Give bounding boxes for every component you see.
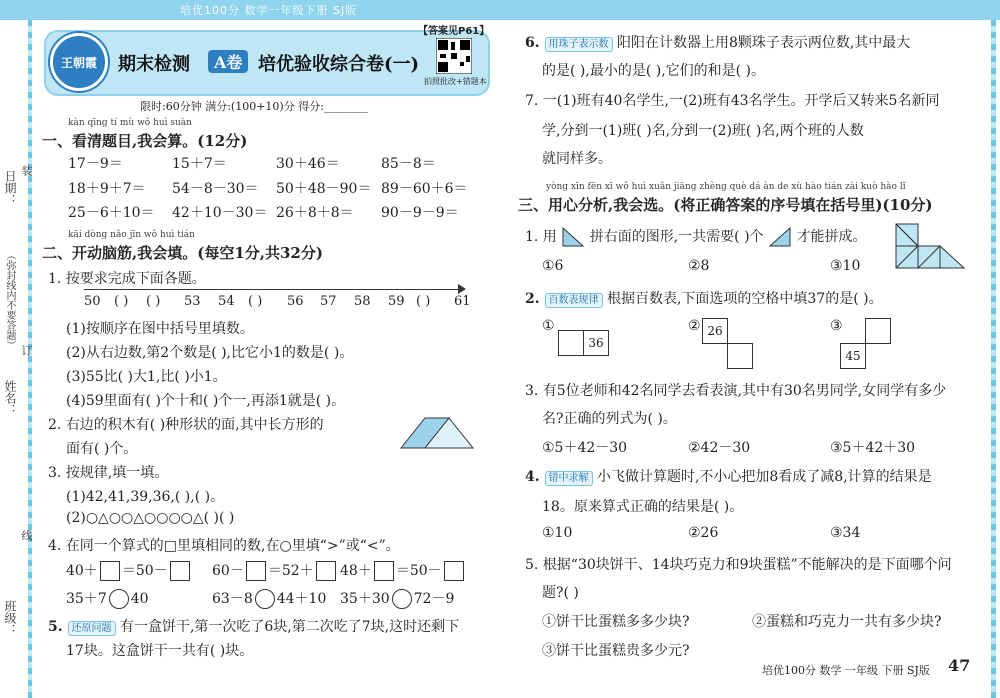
s2-q3: 3. 按规律,填一填。 [48, 465, 169, 481]
calc-3-1: 25－6＋10＝ [68, 205, 155, 221]
s2-pinyin: kāi dòng nǎo jīn wǒ huì tián [68, 230, 195, 240]
q7-a: 7. 一(1)班有40名学生,一(2)班有43名学生。开学后又转来5名新同 [525, 93, 940, 109]
ruler-tick: 50 [84, 294, 101, 309]
r3-opt2: ②42－30 [688, 440, 751, 456]
s3-pinyin: yòng xīn fēn xī wǒ huì xuǎn jiāng zhèng què dá àn de xù hào tián zài kuò hào lǐ [546, 182, 906, 192]
footer-text: 培优100分 数学 一年级 下册 SJ版 [762, 664, 930, 677]
ruler-tick: 57 [320, 294, 337, 309]
left-border [28, 20, 32, 698]
r3-b: 名?正确的列式为( )。 [542, 411, 677, 427]
r3-a: 3. 有5位老师和42名同学去看表演,其中有30名男同学,女同学有多少 [525, 383, 947, 399]
seal-char-3: 线 [20, 530, 33, 541]
r1-opt3: ③10 [830, 258, 861, 274]
r5-opt3: ③饼干比蛋糕贵多少元? [542, 643, 690, 659]
r5-opt2: ②蛋糕和巧克力一共有多少块? [752, 614, 942, 630]
s2-q1: 1. 按要求完成下面各题。 [48, 271, 206, 287]
date-label: 日期： [3, 170, 17, 206]
r1-opt1: ①6 [542, 258, 564, 274]
s2-q1-1: (1)按顺序在图中括号里填数。 [66, 321, 254, 337]
s2-q5-a: 5. 还原问题 有一盒饼干,第一次吃了6块,第二次吃了7块,这时还剩下 [48, 619, 460, 635]
s2-q4-eq2: 60－ ＝52＋ [212, 560, 338, 581]
qr-caption: 拍照批改+错题本 [424, 77, 487, 86]
compare-circle[interactable] [392, 589, 412, 609]
top-banner [0, 0, 1000, 20]
r1-opt2: ②8 [688, 258, 710, 274]
top-banner-text: 培优100分 数学一年级下册 SJ版 [180, 4, 358, 17]
paper-badge: A卷 [208, 50, 248, 73]
ruler-tick: 53 [184, 294, 201, 309]
calc-3-3: 26＋8＋8＝ [276, 205, 354, 221]
calc-3-4: 90－9－9＝ [381, 205, 459, 221]
ruler-blank: ( ) [248, 294, 263, 309]
s2-q5-tag: 还原问题 [68, 621, 116, 636]
q6-a: 6. 用珠子表示数 阳阳在计数器上用8颗珠子表示两位数,其中最大 [525, 35, 911, 51]
ruler-blank: ( ) [114, 294, 129, 309]
exam-meta: 限时:60分钟 满分:(100+10)分 得分:________ [140, 100, 368, 113]
r4-opt2: ②26 [688, 525, 719, 541]
r2-opt3-label: ③ [830, 318, 843, 334]
calc-1-1: 17－9＝ [68, 156, 123, 172]
triangle-icon [768, 226, 792, 248]
ruler-blank: ( ) [416, 294, 431, 309]
qr-code-icon[interactable] [436, 38, 472, 74]
s2-q4: 4. 在同一个算式的□里填相同的数,在○里填“>”或“<”。 [48, 538, 400, 554]
calc-3-2: 42＋10－30＝ [172, 205, 268, 221]
r1: 1. 用 拼右面的图形,一共需要( )个 才能拼成。 [525, 226, 866, 248]
answer-ref: 【答案见P61】 [418, 26, 490, 37]
seal-char-1: 装 [20, 165, 33, 176]
r2-grid-3: 45 [840, 318, 891, 369]
s2-q4-eq3: 48＋ ＝50－ [340, 560, 466, 581]
r2-opt2-label: ② [688, 318, 701, 334]
r4-opt1: ①10 [542, 525, 573, 541]
composite-shape-icon [894, 222, 966, 270]
s2-q2-a: 2. 右边的积木有( )种形状的面,其中长方形的 [48, 417, 324, 433]
calc-1-3: 30＋46＝ [276, 156, 340, 172]
ruler-tick: 61 [454, 294, 471, 309]
s2-q4-cmp3: 35＋30 72－9 [340, 591, 455, 607]
r3-opt1: ①5＋42－30 [542, 440, 628, 456]
prism-block-icon [395, 412, 477, 452]
calc-1-4: 85－8＝ [381, 156, 436, 172]
r2-grid-2: 26 [702, 318, 753, 369]
exam-title-a: 期末检测 [118, 54, 190, 75]
answer-box[interactable] [444, 561, 464, 581]
q7-b: 学,分到一(1)班( )名,分到一(2)班( )名,两个班的人数 [542, 123, 864, 139]
page-number: 47 [948, 656, 971, 675]
s2-q5-b: 17块。这盒饼干一共有( )块。 [66, 643, 254, 659]
s2-q4-eq1: 40＋ ＝50－ [66, 560, 192, 581]
s2-q3-1: (1)42,41,39,36,( ),( )。 [66, 489, 225, 505]
r5-b: 题?( ) [542, 585, 579, 601]
s1-title: 一、看清题目,我会算。(12分) [42, 132, 248, 150]
s3-title: 三、用心分析,我会选。(将正确答案的序号填在括号里)(10分) [518, 196, 933, 214]
r5-opt1: ①饼干比蛋糕多多少块? [542, 614, 690, 630]
s2-q1-2: (2)从右边数,第2个数是( ),比它小1的数是( )。 [66, 345, 354, 361]
answer-box[interactable] [316, 561, 336, 581]
calc-2-1: 18＋9＋7＝ [68, 181, 146, 197]
s1-pinyin: kàn qīng tí mù wǒ huì suàn [68, 118, 192, 128]
name-label: 姓名： [3, 380, 17, 416]
q6-b: 的是( ),最小的是( ),它们的和是( )。 [542, 63, 766, 79]
class-label: 班级： [3, 600, 17, 636]
r2-grid-1: 36 [558, 330, 609, 356]
answer-box[interactable] [170, 561, 190, 581]
ruler-tick: 54 [218, 294, 235, 309]
seal-note: （弥封线内不要答题） [4, 250, 15, 350]
triangle-icon [561, 226, 585, 248]
calc-2-3: 50＋48－90＝ [276, 181, 372, 197]
r4-opt3: ③34 [830, 525, 861, 541]
r3-opt3: ③5＋42＋30 [830, 440, 916, 456]
r4-b: 18。原来算式正确的结果是( )。 [542, 499, 744, 515]
compare-circle[interactable] [255, 589, 275, 609]
publisher-logo: 王朝霞 [50, 33, 108, 91]
r4-a: 4. 错中求解 小飞做计算题时,不小心把加8看成了减8,计算的结果是 [525, 469, 932, 485]
ruler-tick: 59 [388, 294, 405, 309]
answer-box[interactable] [246, 561, 266, 581]
s2-q4-cmp2: 63－8 44＋10 [212, 591, 327, 607]
answer-box[interactable] [374, 561, 394, 581]
s2-q4-cmp1: 35＋7 40 [66, 591, 149, 607]
exam-title-b: 培优验收综合卷(一) [258, 54, 420, 75]
s2-q1-4: (4)59里面有( )个十和( )个一,再添1就是( )。 [66, 393, 346, 409]
compare-circle[interactable] [109, 589, 129, 609]
answer-box[interactable] [100, 561, 120, 581]
q7-c: 就同样多。 [542, 151, 612, 167]
calc-1-2: 15＋7＝ [172, 156, 227, 172]
ruler-tick: 58 [354, 294, 371, 309]
ruler-blank: ( ) [146, 294, 161, 309]
calc-2-4: 89－60＋6＝ [381, 181, 468, 197]
seal-char-2: 订 [20, 345, 33, 356]
right-border [991, 20, 996, 698]
s2-title: 二、开动脑筋,我会填。(每空1分,共32分) [42, 244, 323, 262]
r5-a: 5. 根据“30块饼干、14块巧克力和9块蛋糕”不能解决的是下面哪个问 [525, 557, 952, 573]
calc-2-2: 54－8－30＝ [172, 181, 259, 197]
s2-q1-3: (3)55比( )大1,比( )小1。 [66, 369, 227, 385]
r2: 2. 百数表规律 根据百数表,下面选项的空格中填37的是( )。 [525, 291, 883, 307]
s2-q2-b: 面有( )个。 [66, 441, 138, 457]
ruler-tick: 56 [287, 294, 304, 309]
r2-opt1-label: ① [542, 318, 555, 334]
s2-q3-2: (2)○△○○△○○○○△( )( ) [66, 510, 235, 526]
